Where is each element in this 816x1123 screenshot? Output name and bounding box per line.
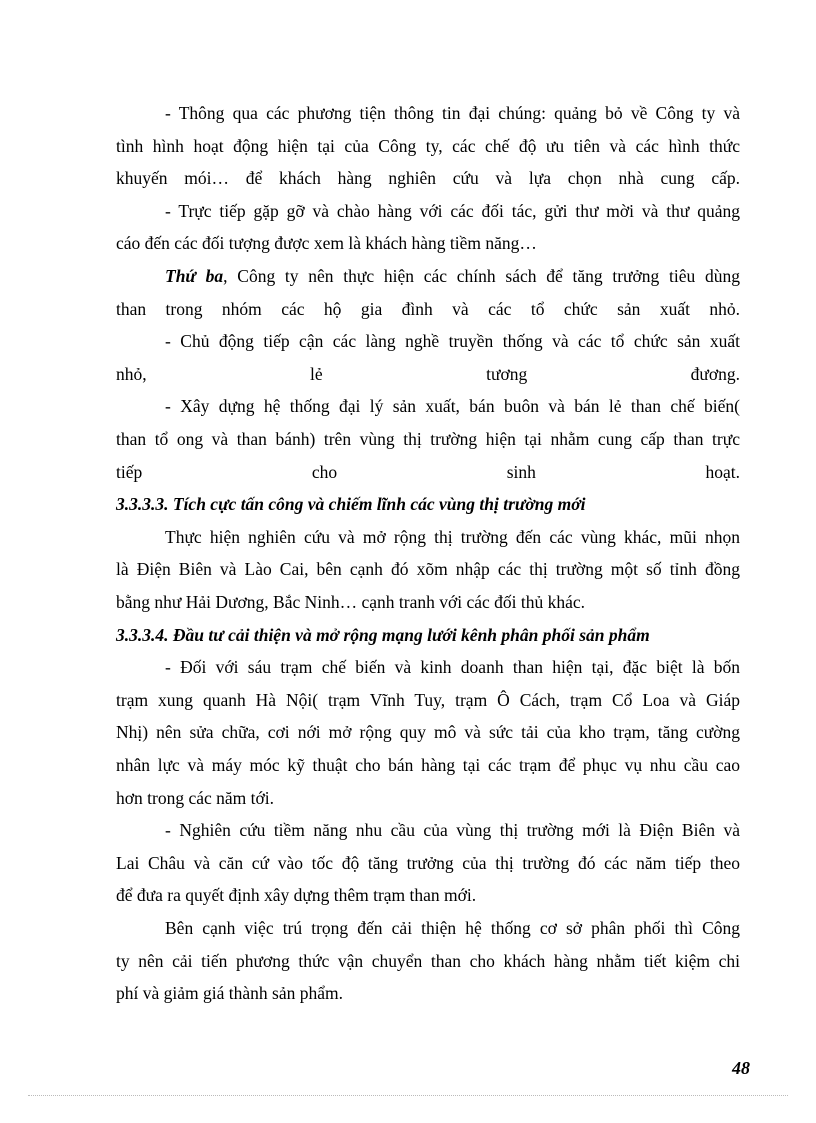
text-line: để đưa ra quyết định xây dựng thêm trạm than mới.: [116, 885, 477, 906]
section-heading: 3.3.3.4. Đầu tư cải thiện và mở rộng mạng lưới kênh phân phối sản phẩm: [116, 624, 650, 645]
section-heading: 3.3.3.3. Tích cực tấn công và chiếm lĩnh các vùng thị trường mới: [116, 494, 586, 515]
text-line: - Nghiên cứu tiềm năng nhu cầu của vùng thị trường mới là Điện Biên và: [165, 820, 740, 841]
text-line: bằng như Hải Dương, Bắc Ninh… cạnh tranh với các đối thủ khác.: [116, 592, 586, 612]
text-line: - Xây dựng hệ thống đại lý sản xuất, bán buôn và bán lẻ than chế biến(: [165, 396, 740, 417]
text-line: Nhị) nên sửa chữa, cơi nới mở rộng quy mô và sức tải của kho trạm, tăng cường: [116, 722, 740, 743]
page-number: 48: [732, 1058, 750, 1078]
text-line: cáo đến các đối tượng được xem là khách hàng tiềm năng…: [116, 233, 537, 254]
text-line: nhỏ, lẻ tương đương.: [116, 363, 740, 384]
text-line: tiếp cho sinh hoạt.: [116, 461, 740, 482]
text-span: , Công ty nên thực hiện các chính sách để tăng trưởng tiêu dùng: [223, 266, 740, 286]
text-line: - Thông qua các phương tiện thông tin đại chúng: quảng bỏ về Công ty và: [165, 103, 740, 123]
text-line: là Điện Biên và Lào Cai, bên cạnh đó xõm nhập các thị trường một số tỉnh đồng: [116, 559, 740, 580]
text-line: Thực hiện nghiên cứu và mở rộng thị trường đến các vùng khác, mũi nhọn: [165, 526, 740, 547]
text-line: Lai Châu và căn cứ vào tốc độ tăng trưởng của thị trường đó các năm tiếp theo: [116, 852, 740, 873]
text-line: ty nên cải tiến phương thức vận chuyển than cho khách hàng nhằm tiết kiệm chi: [116, 950, 740, 971]
emphasis-lead: Thứ ba: [165, 266, 224, 286]
text-line: phí và giảm giá thành sản phẩm.: [116, 983, 343, 1004]
text-line: khuyến mói… để khách hàng nghiên cứu và lựa chọn nhà cung cấp.: [116, 168, 740, 189]
text-line: Bên cạnh việc trú trọng đến cải thiện hệ thống cơ sở phân phối thì Công: [165, 918, 740, 938]
text-line: - Đối với sáu trạm chế biến và kinh doanh than hiện tại, đặc biệt là bốn: [165, 657, 740, 678]
text-line: - Chủ động tiếp cận các làng nghề truyền thống và các tổ chức sản xuất: [165, 331, 740, 352]
page-bottom-border: [28, 1095, 788, 1096]
text-line: tình hình hoạt động hiện tại của Công ty, các chế độ ưu tiên và các hình thức: [116, 135, 740, 156]
text-line: than tổ ong và than bánh) trên vùng thị trường hiện tại nhằm cung cấp than trực: [116, 429, 740, 449]
text-line: trạm xung quanh Hà Nội( trạm Vĩnh Tuy, trạm Ô Cách, trạm Cổ Loa và Giáp: [116, 689, 740, 710]
text-line: than trong nhóm các hộ gia đình và các tổ chức sản xuất nhỏ.: [116, 298, 740, 319]
text-line: - Trực tiếp gặp gỡ và chào hàng với các đối tác, gửi thư mời và thư quảng: [165, 200, 740, 221]
text-line: [165, 265, 740, 287]
text-line: hơn trong các năm tới.: [116, 787, 274, 808]
text-line: nhân lực và máy móc kỹ thuật cho bán hàng tại các trạm để phục vụ nhu cầu cao: [116, 755, 740, 775]
